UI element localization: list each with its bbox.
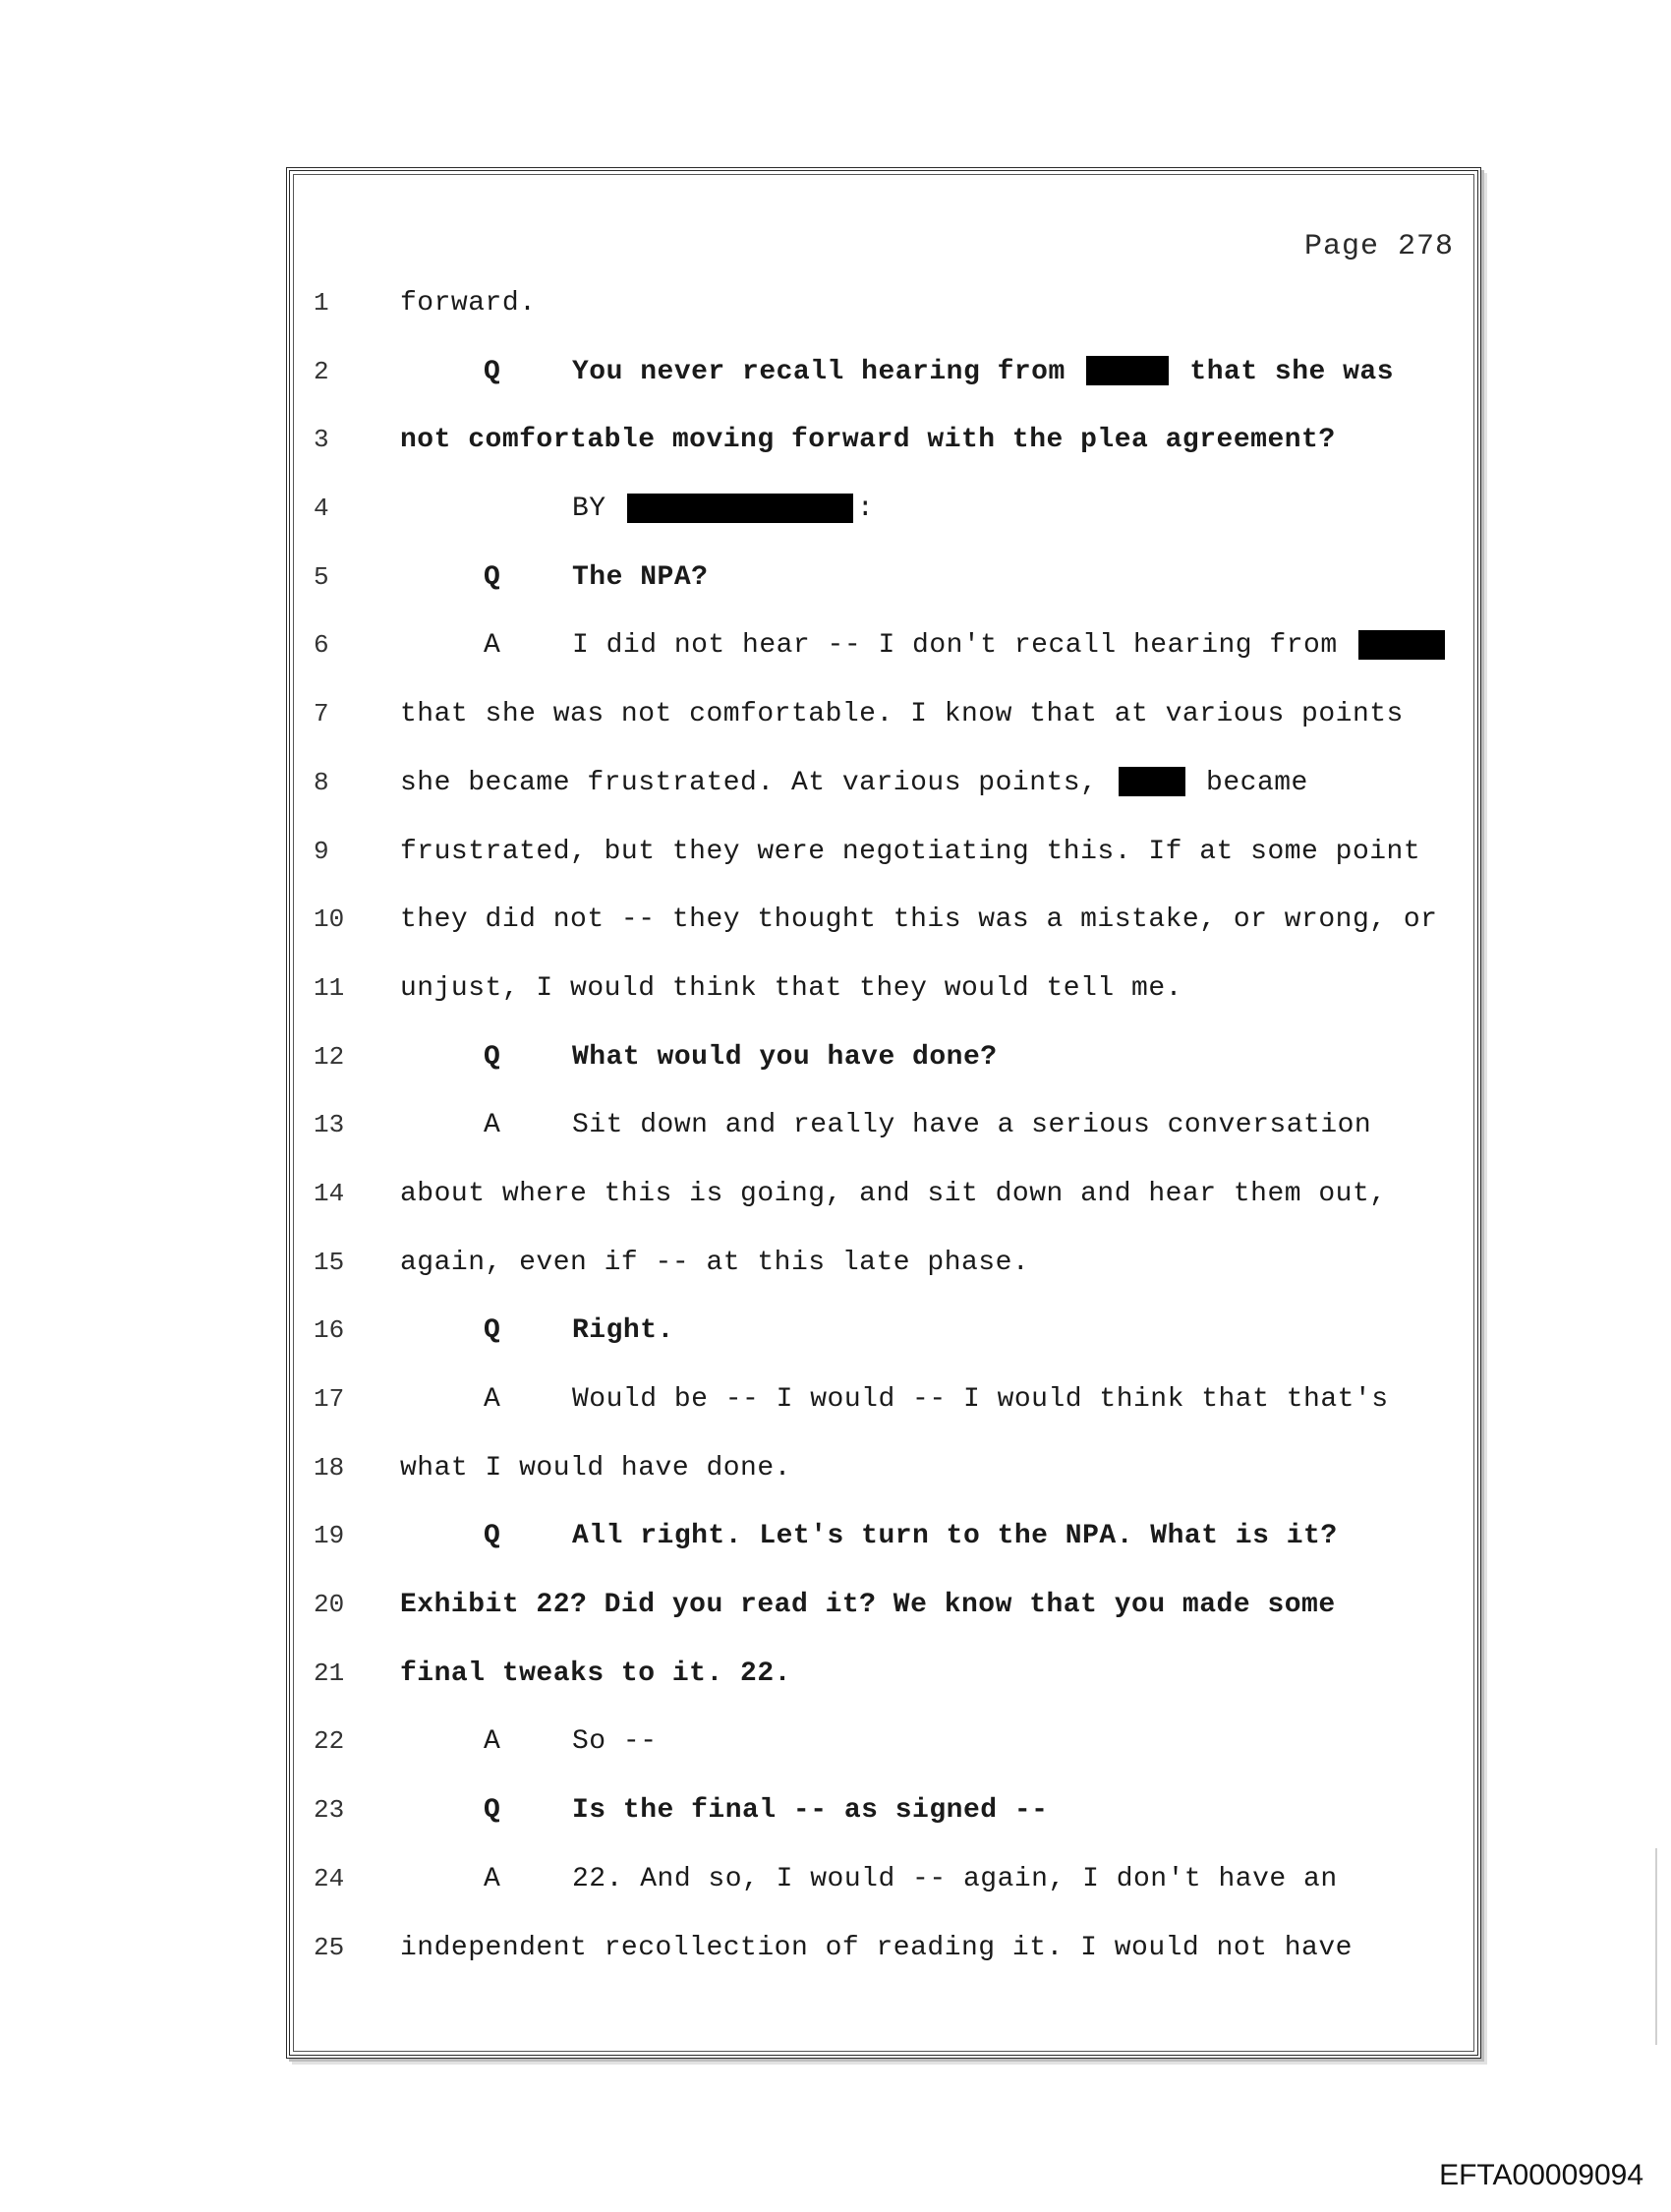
line-text xyxy=(484,611,1449,680)
transcript-line xyxy=(290,611,1477,680)
transcript-line xyxy=(290,475,1477,544)
line-number: 5 xyxy=(314,561,329,592)
transcript-line xyxy=(290,1776,1477,1845)
line-text-part: All right. Let's turn to the NPA. What is it? xyxy=(572,1521,1338,1552)
line-text: Exhibit 22? Did you read it? We know that you made some xyxy=(400,1590,1336,1621)
line-text-part: BY xyxy=(572,494,606,525)
line-number: 16 xyxy=(314,1315,345,1346)
line-text-part: : xyxy=(856,494,875,525)
speaker-label: Q xyxy=(484,561,501,593)
line-text-part: The NPA? xyxy=(572,561,709,593)
line-number: 7 xyxy=(314,699,329,729)
line-text: again, even if -- at this late phase. xyxy=(400,1247,1030,1278)
transcript-line xyxy=(290,1434,1477,1503)
transcript-line xyxy=(290,1708,1477,1776)
transcript-line xyxy=(290,1502,1477,1571)
line-text: unjust, I would think that they would tell me. xyxy=(400,972,1182,1004)
line-text xyxy=(484,1776,1048,1845)
transcript-line xyxy=(290,1160,1477,1229)
line-number: 21 xyxy=(314,1658,345,1688)
line-text-part: What would you have done? xyxy=(572,1041,998,1073)
line-text-part: Sit down and really have a serious conversation xyxy=(572,1110,1372,1141)
line-text: what I would have done. xyxy=(400,1452,791,1484)
speaker-label: Q xyxy=(484,1315,501,1347)
speaker-label: Q xyxy=(484,1521,501,1552)
line-text xyxy=(484,1845,1338,1914)
speaker-label: A xyxy=(484,1863,501,1894)
line-text xyxy=(484,544,708,612)
line-text xyxy=(400,749,1308,818)
line-number: 23 xyxy=(314,1795,345,1826)
line-number: 13 xyxy=(314,1110,345,1140)
line-text xyxy=(484,1023,998,1092)
line-text-part: I did not hear -- I don't recall hearing from xyxy=(572,630,1338,662)
line-number: 11 xyxy=(314,972,345,1003)
transcript-line xyxy=(290,1023,1477,1092)
redaction-bar xyxy=(1086,356,1169,385)
transcript-page xyxy=(286,167,1481,2059)
line-number: 9 xyxy=(314,836,329,866)
line-number: 22 xyxy=(314,1726,345,1757)
line-text-part: she became frustrated. At various points, xyxy=(400,767,1098,798)
line-number: 3 xyxy=(314,425,329,455)
transcript-line xyxy=(290,1640,1477,1709)
transcript-line xyxy=(290,269,1477,338)
line-number: 24 xyxy=(314,1863,345,1893)
line-text: forward. xyxy=(400,288,537,319)
transcript-line xyxy=(290,680,1477,749)
line-text: frustrated, but they were negotiating this. If at some point xyxy=(400,836,1421,867)
line-number: 4 xyxy=(314,494,329,524)
line-text xyxy=(484,1091,1371,1160)
line-number: 20 xyxy=(314,1590,345,1620)
line-text: independent recollection of reading it. I would not have xyxy=(400,1932,1353,1963)
speaker-label: Q xyxy=(484,1795,501,1827)
transcript-line xyxy=(290,749,1477,818)
scan-artifact xyxy=(1655,1848,1657,2045)
line-text: final tweaks to it. 22. xyxy=(400,1658,791,1689)
line-text: not comfortable moving forward with the plea agreement? xyxy=(400,425,1336,456)
transcript-lines xyxy=(290,269,1477,1982)
line-text xyxy=(484,1502,1338,1571)
speaker-label: A xyxy=(484,1110,501,1141)
line-text-part: You never recall hearing from xyxy=(572,356,1066,387)
speaker-label: Q xyxy=(484,356,501,387)
line-text: that she was not comfortable. I know that at various points xyxy=(400,699,1404,730)
line-text-part: Right. xyxy=(572,1315,674,1347)
transcript-line xyxy=(290,955,1477,1023)
speaker-label: A xyxy=(484,1726,501,1758)
page-number: Page 278 xyxy=(1303,230,1454,263)
transcript-line xyxy=(290,1229,1477,1298)
line-number: 2 xyxy=(314,356,329,386)
line-text: about where this is going, and sit down and hear them out, xyxy=(400,1178,1387,1209)
redaction-bar xyxy=(1119,767,1185,796)
transcript-line xyxy=(290,1091,1477,1160)
transcript-line xyxy=(290,1914,1477,1983)
line-text-part: became xyxy=(1206,767,1308,798)
speaker-label: A xyxy=(484,630,501,662)
line-text-part: Is the final -- as signed -- xyxy=(572,1795,1049,1827)
line-number: 6 xyxy=(314,630,329,661)
document-id: EFTA00009094 xyxy=(1439,2159,1643,2191)
transcript-line xyxy=(290,338,1477,407)
line-text-part: So -- xyxy=(572,1726,658,1758)
redaction-bar xyxy=(627,494,853,523)
transcript-line xyxy=(290,1845,1477,1914)
line-text xyxy=(572,475,874,544)
line-number: 19 xyxy=(314,1521,345,1551)
transcript-line xyxy=(290,818,1477,887)
line-text xyxy=(484,1366,1389,1434)
line-number: 25 xyxy=(314,1932,345,1962)
line-number: 10 xyxy=(314,904,345,935)
speaker-label: A xyxy=(484,1384,501,1415)
transcript-line xyxy=(290,544,1477,612)
transcript-line xyxy=(290,886,1477,955)
line-text-part: that she was xyxy=(1189,356,1395,387)
line-text: they did not -- they thought this was a mistake, or wrong, or xyxy=(400,904,1438,936)
line-text xyxy=(484,1297,674,1366)
line-text-part: Would be -- I would -- I would think that that's xyxy=(572,1384,1389,1415)
transcript-line xyxy=(290,1571,1477,1640)
line-number: 1 xyxy=(314,288,329,318)
line-number: 8 xyxy=(314,767,329,797)
line-number: 12 xyxy=(314,1041,345,1072)
transcript-line xyxy=(290,1297,1477,1366)
line-text-part: 22. And so, I would -- again, I don't have an xyxy=(572,1863,1338,1894)
line-text xyxy=(484,338,1394,407)
line-number: 14 xyxy=(314,1178,345,1208)
speaker-label: Q xyxy=(484,1041,501,1073)
line-number: 18 xyxy=(314,1452,345,1483)
line-number: 15 xyxy=(314,1247,345,1277)
redaction-bar xyxy=(1358,630,1445,660)
transcript-line xyxy=(290,1366,1477,1434)
line-number: 17 xyxy=(314,1384,345,1414)
transcript-line xyxy=(290,406,1477,475)
line-text xyxy=(484,1708,658,1776)
